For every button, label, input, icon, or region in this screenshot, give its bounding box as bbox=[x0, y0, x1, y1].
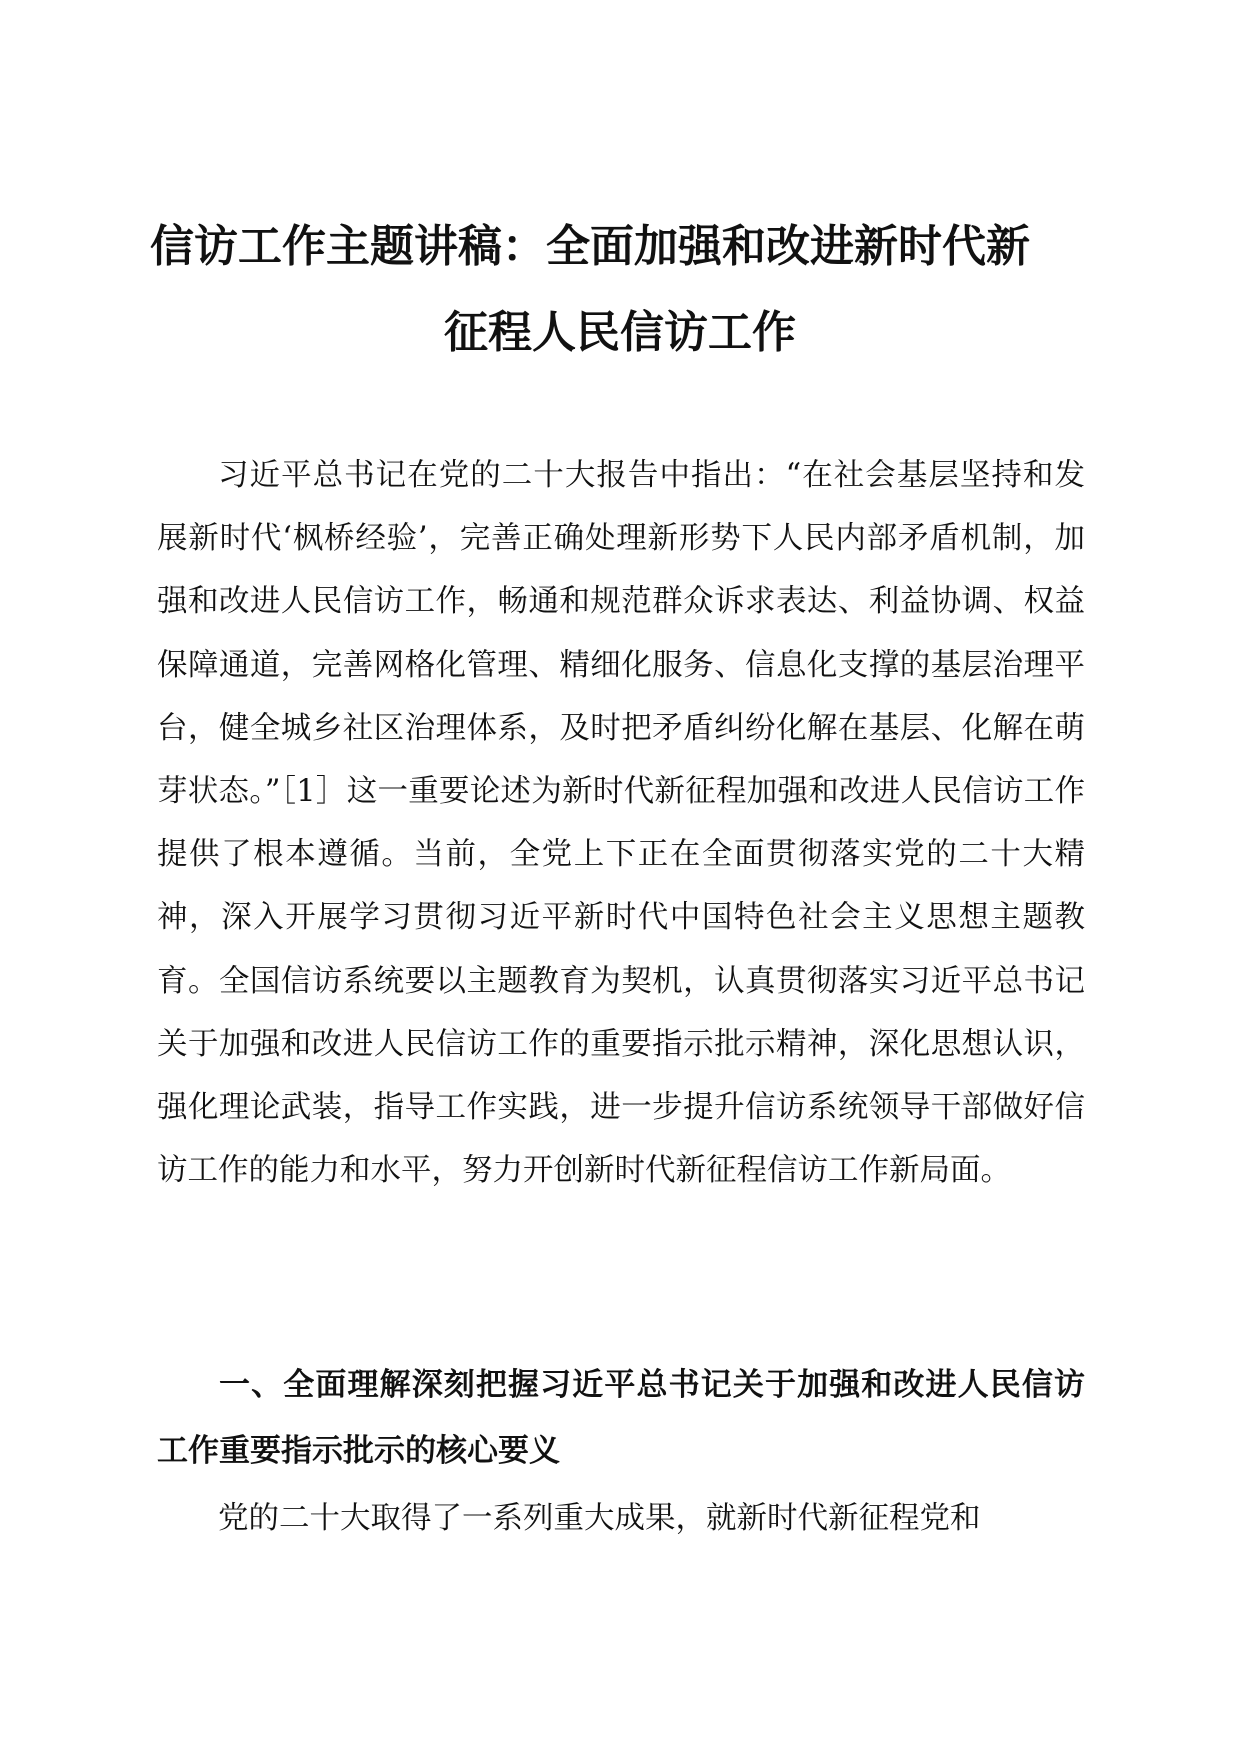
document-title-line-2: 征程人民信访工作 bbox=[444, 307, 796, 358]
document-title-line-1: 信访工作主题讲稿：全面加强和改进新时代新 bbox=[150, 221, 1030, 272]
section-heading-1: 一、全面理解深刻把握习近平总书记关于加强和改进人民信访工作重要指示批示的核心要义 bbox=[157, 1367, 1085, 1469]
body-paragraph-2: 党的二十大取得了一系列重大成果，就新时代新征程党和 bbox=[218, 1501, 981, 1536]
body-paragraph-1: 习近平总书记在党的二十大报告中指出：“在社会基层坚持和发展新时代‘枫桥经验’，完善正确处理新形势下人民内部矛盾机制，加强和改进人民信访工作，畅通和规范群众诉求表达、利益协调、权益保障通道，完善网格化管理、精细化服务、信息化支撑的基层治理平台，健全城乡社区治理体系，及时把矛盾纠纷化解在基层、化解在萌芽状态。”［1］这一重要论述为新时代新征程加强和改进人民信访工作提供了根本遵循。当前，全党上下正在全面贯彻落实党的二十大精神，深入开展学习贯彻习近平新时代中国特色社会主义思想主题教育。全国信访系统要以主题教育为契机，认真贯彻落实习近平总书记关于加强和改进人民信访工作的重要指示批示精神，深化思想认识，强化理论武装，指导工作实践，进一步提升信访系统领导干部做好信访工作的能力和水平，努力开创新时代新征程信访工作新局面。 bbox=[157, 458, 1085, 1189]
